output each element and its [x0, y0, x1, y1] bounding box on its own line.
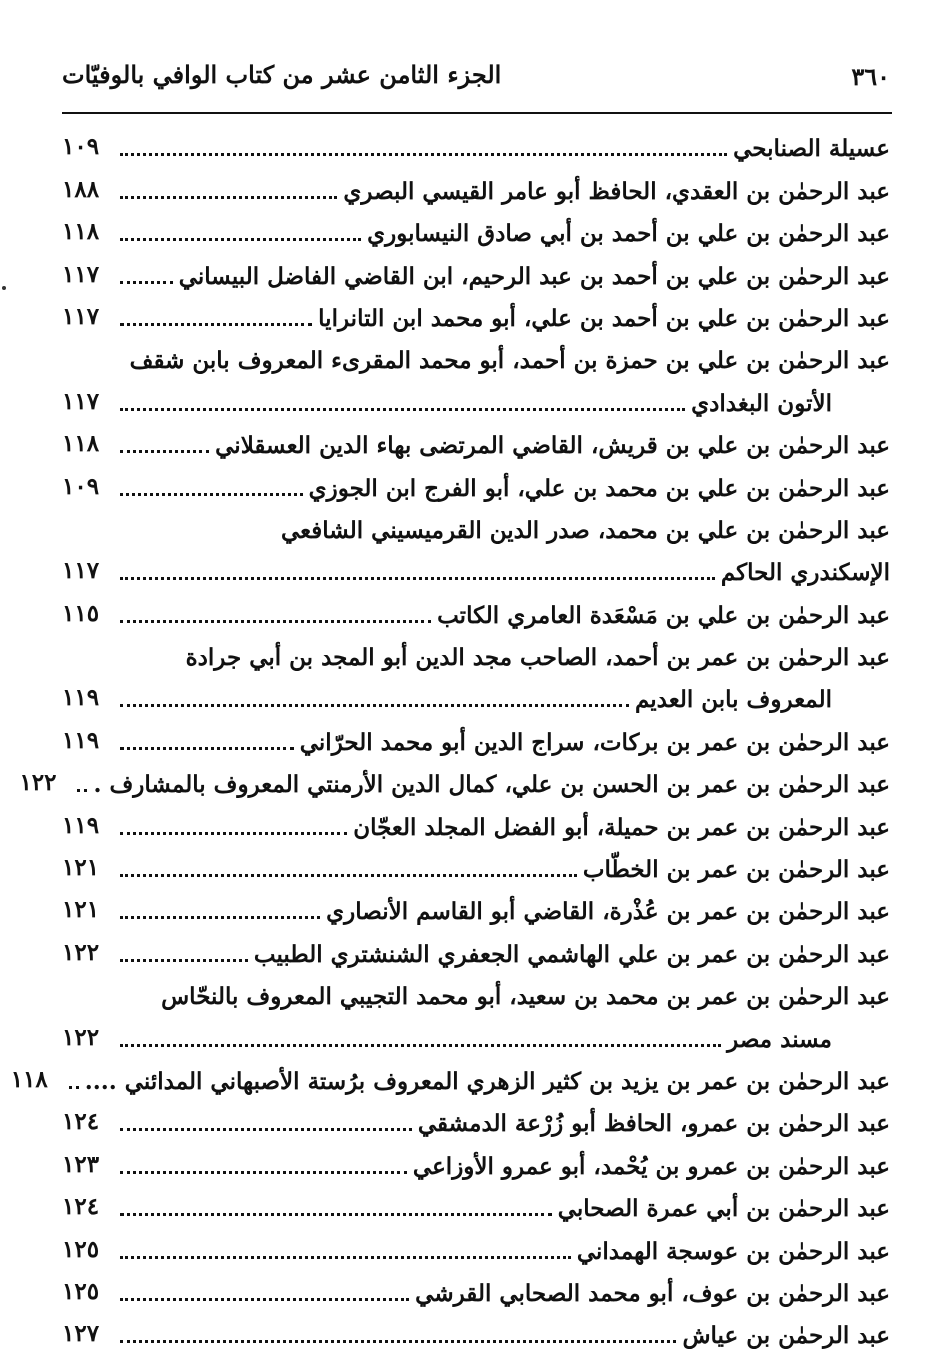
entry-page-number: ١١٩ — [62, 811, 100, 839]
entry-name: عبد الرحمٰن بن عياش — [682, 1322, 890, 1350]
entry-name: عبد الرحمٰن بن عمر بن بركات، سراج الدين أبو محمد الحرّاني — [299, 728, 890, 756]
index-entry — [62, 425, 890, 467]
entry-page-number: ١١٩ — [62, 726, 100, 754]
entry-page-number: ١٨٨ — [62, 175, 100, 203]
entry-name: عبد الرحمٰن بن علي بن أحمد بن عبد الرحيم، ابن القاضي الفاضل البيساني — [178, 262, 890, 290]
entry-page-number: ١٠٩ — [62, 133, 100, 161]
entry-page-number: ١٢٧ — [62, 1320, 100, 1348]
index-entry — [62, 721, 890, 763]
index-entry — [62, 1145, 890, 1187]
entry-page-number — [62, 546, 110, 552]
dot-leader — [77, 789, 87, 792]
entry-page-number: ١٠٩ — [62, 472, 100, 500]
entry-name: عبد الرحمٰن بن عوسجة الهمداني — [576, 1237, 890, 1265]
entry-page-number: ١٢٢ — [62, 938, 100, 966]
index-entry — [62, 255, 890, 297]
dot-leader — [120, 1213, 552, 1216]
dot-leader — [120, 1128, 412, 1131]
dot-leader — [69, 1086, 79, 1089]
index-entry — [62, 340, 890, 382]
entry-page-number: ١١٧ — [62, 260, 100, 288]
entry-name: عبد الرحمٰن بن عمر بن علي الهاشمي الجعفري الشنشتري الطبيب — [253, 940, 890, 968]
index-entry — [62, 891, 890, 933]
index-entry — [62, 510, 890, 552]
entry-name: الأتون البغدادي — [691, 389, 832, 417]
index-entry — [19, 764, 890, 806]
entry-name: عبد الرحمٰن بن علي بن أحمد بن أبي صادق النيسابوري — [367, 220, 890, 248]
entry-name: عبد الرحمٰن بن عمرو بن يُحْمد، أبو عمرو الأوزاعي — [412, 1152, 890, 1180]
entry-name: عبد الرحمٰن بن عمرو، الحافظ أبو زُرْعة الدمشقي — [417, 1110, 890, 1138]
entry-page-number: ١٢٥ — [62, 1277, 100, 1305]
index-entry — [62, 467, 890, 509]
entry-page-number: ١٢٤ — [62, 1193, 100, 1221]
entry-name: عبد الرحمٰن بن علي بن مَسْعَدة العامري الكاتب — [437, 601, 890, 629]
page-number: ٣٦٠ — [851, 62, 890, 91]
entry-name: عبد الرحمٰن بن عمر بن الخطّاب — [582, 856, 890, 884]
entry-name: عسيلة الصنابحي — [733, 135, 890, 163]
entry-page-number — [56, 376, 104, 382]
entry-page-number: ١٢٤ — [62, 1108, 100, 1136]
index-entry — [62, 1273, 890, 1315]
entry-page-number: ١٢١ — [62, 854, 100, 882]
dot-leader — [120, 281, 173, 284]
entry-page-number — [62, 1012, 110, 1018]
index-list — [10, 128, 890, 1357]
index-entry — [10, 1061, 890, 1103]
dot-leader — [120, 1256, 571, 1259]
index-entry — [62, 1188, 890, 1230]
index-entry — [62, 128, 890, 170]
entry-page-number: ١١٨ — [10, 1065, 48, 1093]
index-entry — [62, 1230, 890, 1272]
entry-name: عبد الرحمٰن بن علي بن محمد بن علي، أبو الفرج ابن الجوزي — [308, 474, 890, 502]
entry-name: عبد الرحمٰن بن علي بن قريش، القاضي المرتضى بهاء الدين العسقلاني — [215, 432, 890, 460]
entry-name: عبد الرحمٰن بن عوف، أبو محمد الصحابي القرشي — [415, 1279, 890, 1307]
entry-page-number: ١٢٣ — [62, 1150, 100, 1178]
dot-leader — [120, 620, 431, 623]
index-entry — [62, 1103, 890, 1145]
entry-name: عبد الرحمٰن بن عمر بن محمد بن سعيد، أبو محمد التجيبي المعروف بالنحّاس — [161, 983, 890, 1011]
entry-name: الإسكندري الحاكم — [720, 559, 890, 587]
index-entry-continuation — [62, 679, 890, 721]
entry-name: مسند مصر — [727, 1025, 832, 1053]
entry-page-number: ١١٥ — [62, 599, 100, 627]
dot-leader — [120, 1298, 409, 1301]
margin-mark — [2, 286, 6, 290]
index-entry-continuation — [62, 1018, 890, 1060]
entry-page-number: ١٢١ — [62, 896, 100, 924]
index-entry — [62, 976, 890, 1018]
entry-name: عبد الرحمٰن بن العقدي، الحافظ أبو عامر القيسي البصري — [343, 177, 890, 205]
dot-leader — [120, 916, 320, 919]
index-entry — [62, 594, 890, 636]
dot-leader — [120, 153, 727, 156]
entry-page-number: ١١٨ — [62, 218, 100, 246]
entry-page-number: ١١٧ — [62, 302, 100, 330]
index-entry-continuation — [62, 382, 890, 424]
index-entry — [62, 637, 890, 679]
entry-name: عبد الرحمٰن بن عمر بن الحسن بن علي، كمال الدين الأرمنتي المعروف بالمشارف . — [93, 771, 890, 799]
entry-page-number: ١٢٥ — [62, 1235, 100, 1263]
dot-leader — [120, 832, 347, 835]
index-entry — [62, 806, 890, 848]
dot-leader — [120, 577, 715, 580]
dot-leader — [120, 238, 361, 241]
index-entry — [62, 298, 890, 340]
entry-name: عبد الرحمٰن بن أبي عمرة الصحابي — [557, 1195, 890, 1223]
dot-leader — [120, 196, 337, 199]
entry-name: عبد الرحمٰن بن علي بن محمد، صدر الدين القرميسيني الشافعي — [280, 516, 890, 544]
dot-leader — [120, 1171, 407, 1174]
index-entry — [62, 170, 890, 212]
entry-name: عبد الرحمٰن بن عمر بن عُذْرة، القاضي أبو القاسم الأنصاري — [326, 898, 890, 926]
dot-leader — [120, 450, 209, 453]
index-entry — [62, 849, 890, 891]
entry-name: عبد الرحمٰن بن عمر بن حميلة، أبو الفضل المجلد العجّان — [353, 813, 890, 841]
dot-leader — [120, 323, 312, 326]
running-header — [62, 58, 890, 98]
dot-leader — [120, 1340, 676, 1343]
dot-leader — [120, 959, 248, 962]
dot-leader — [120, 493, 303, 496]
dot-leader — [120, 408, 685, 411]
entry-page-number: ١١٧ — [62, 387, 100, 415]
entry-name: عبد الرحمٰن بن علي بن أحمد بن علي، أبو محمد ابن التانرايا — [318, 304, 890, 332]
header-divider — [62, 112, 892, 114]
index-entry — [62, 1315, 890, 1357]
dot-leader — [120, 1044, 721, 1047]
dot-leader — [120, 874, 577, 877]
running-title: الجزء الثامن عشر من كتاب الوافي بالوفيّات — [62, 60, 502, 89]
entry-page-number: ١١٨ — [62, 430, 100, 458]
entry-name: عبد الرحمٰن بن علي بن حمزة بن أحمد، أبو محمد المقرىء المعروف بابن شقف — [129, 347, 890, 375]
entry-name: عبد الرحمٰن بن عمر بن يزيد بن كثير الزهري المعروف برُستة الأصبهاني المدائني .... — [84, 1067, 890, 1095]
entry-name: عبد الرحمٰن بن عمر بن أحمد، الصاحب مجد الدين أبو المجد بن أبي جرادة — [185, 644, 890, 672]
index-entry-continuation — [62, 552, 890, 594]
entry-page-number: ١٢٢ — [19, 769, 57, 797]
entry-page-number: ١٢٢ — [62, 1023, 100, 1051]
index-entry — [62, 213, 890, 255]
dot-leader — [120, 747, 294, 750]
entry-page-number: ١١٩ — [62, 684, 100, 712]
entry-page-number: ١١٧ — [62, 557, 100, 585]
dot-leader — [120, 704, 629, 707]
entry-page-number — [62, 673, 110, 679]
entry-name: المعروف بابن العديم — [634, 686, 832, 714]
index-entry — [62, 933, 890, 975]
